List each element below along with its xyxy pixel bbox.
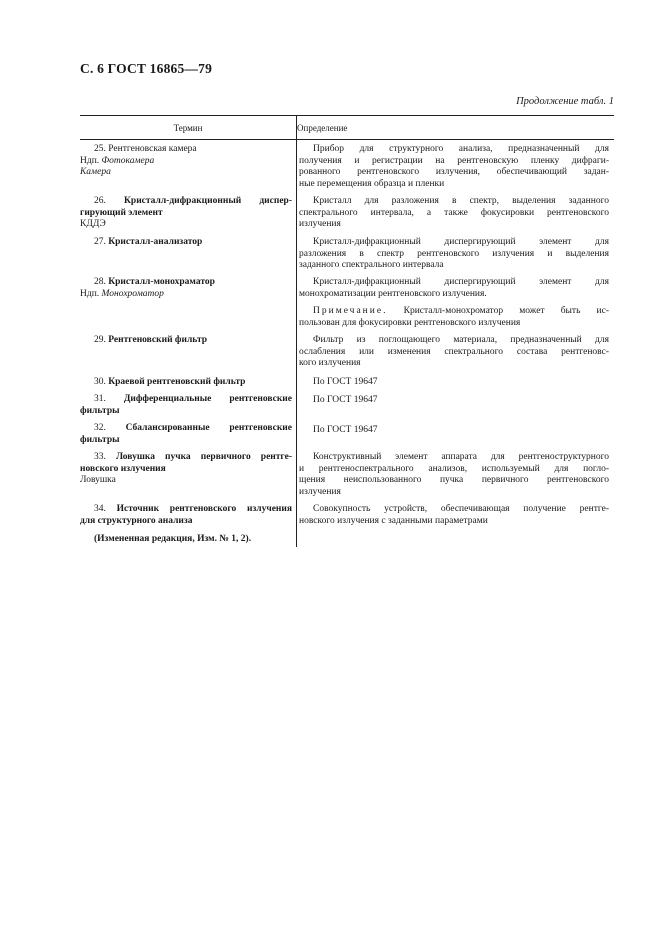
definition-31: По ГОСТ 19647 <box>313 395 378 405</box>
term-34: 34. Источник рентгеновского излучения для структурного анализа <box>80 504 292 526</box>
table-header-rule <box>80 139 614 140</box>
table-column-divider <box>296 115 297 547</box>
definition-28: Кристалл-дифракционный диспергирующий элемент для монохроматизации рентгеновского излучения. <box>299 277 609 299</box>
note-28: Примечание. Кристалл-монохроматор может быть ис- пользован для фокусировки рентгеновского излучения <box>299 306 610 328</box>
term-31: 31. Дифференциальные рентгеновские фильтры <box>80 394 292 416</box>
term-26: 26. Кристалл-дифракционный диспер- гирующий элемент КДДЭ <box>80 196 292 229</box>
table-continuation-label: Продолжение табл. 1 <box>516 96 614 107</box>
page-header-title: С. 6 ГОСТ 16865—79 <box>80 61 213 76</box>
term-27: 27. Кристалл-анализатор <box>94 237 203 247</box>
definition-29: Фильтр из поглощающего материала, предназначенный для ослабления или изменения спектрального состава рентгеновс- кого излучения <box>299 335 609 368</box>
definition-30: По ГОСТ 19647 <box>313 377 378 387</box>
term-33: 33. Ловушка пучка первичного рентге- новского излучения Ловушка <box>80 452 292 485</box>
term-25: 25. Рентгеновская камера Ндп. Фотокамера Камера <box>80 144 197 177</box>
definition-27: Кристалл-дифракционный диспергирующий элемент для разложения в спектр рентгеновского излучения и выделения заданного спектрального интервала <box>299 237 609 270</box>
table-top-rule <box>80 115 614 116</box>
edition-note: (Измененная редакция, Изм. № 1, 2). <box>94 534 252 544</box>
definition-25: Прибор для структурного анализа, предназначенный для получения и регистрации на рентгеновскую пленку дифраги- рованного рентгеновского излучения, обеспечивающий задан- ные перемещения образца и пленки <box>299 144 609 189</box>
term-29: 29. Рентгеновский фильтр <box>94 335 208 345</box>
column-header-term: Термин <box>173 123 203 133</box>
term-32: 32. Сбалансированные рентгеновские фильтры <box>80 423 292 445</box>
term-28: 28. Кристалл-монохраматор Ндп. Монохроматор <box>80 277 215 299</box>
definition-33: Конструктивный элемент аппарата для рентгеноструктурного и рентгеноспектрального анализов, используемый для погло- щения неиспользованного пучка первичного рентгеновского излучения <box>299 452 609 497</box>
definition-34: Совокупность устройств, обеспечивающая получение рентге- новского излучения с заданными параметрами <box>299 504 609 526</box>
term-30: 30. Краевой рентгеновский фильтр <box>94 377 246 387</box>
definition-26: Кристалл для разложения в спектр, выделения заданного спектрального интервала, а также фокусировки рентгеновского излучения <box>299 196 609 229</box>
column-header-definition: Определение <box>297 123 348 133</box>
definition-32: По ГОСТ 19647 <box>313 425 378 435</box>
